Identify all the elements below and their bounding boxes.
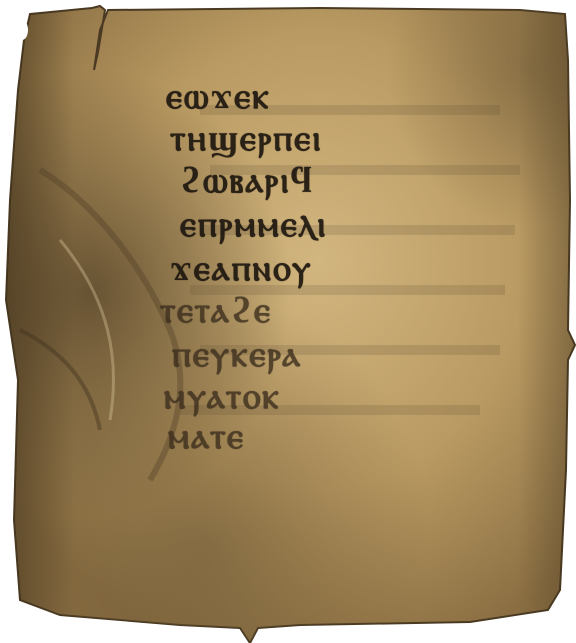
text-line-6: ⲧⲉⲧⲁϩⲉ <box>160 289 273 331</box>
text-line-5: ϫⲉⲁⲡⲛⲟⲩ <box>170 247 313 289</box>
text-line-8: ⲙⲩⲁⲧⲟⲕ <box>164 375 281 417</box>
text-line-9: ⲙⲁⲧⲉ <box>168 415 245 457</box>
text-line-1: ⲉⲱϫⲉⲕ <box>166 75 271 117</box>
manuscript-text <box>160 72 540 472</box>
text-line-4: ⲉⲡⲣⲙⲙⲉⲗⲓ <box>180 203 328 245</box>
text-line-3: ϩⲱⲃⲁⲣⲓϥ <box>180 159 314 201</box>
worm-hole <box>16 20 28 40</box>
text-line-7: ⲡⲉⲩⲕⲉⲣⲁ <box>172 333 303 375</box>
text-line-2: ⲧⲏϣⲉⲣⲡⲉⲓ <box>170 117 323 159</box>
